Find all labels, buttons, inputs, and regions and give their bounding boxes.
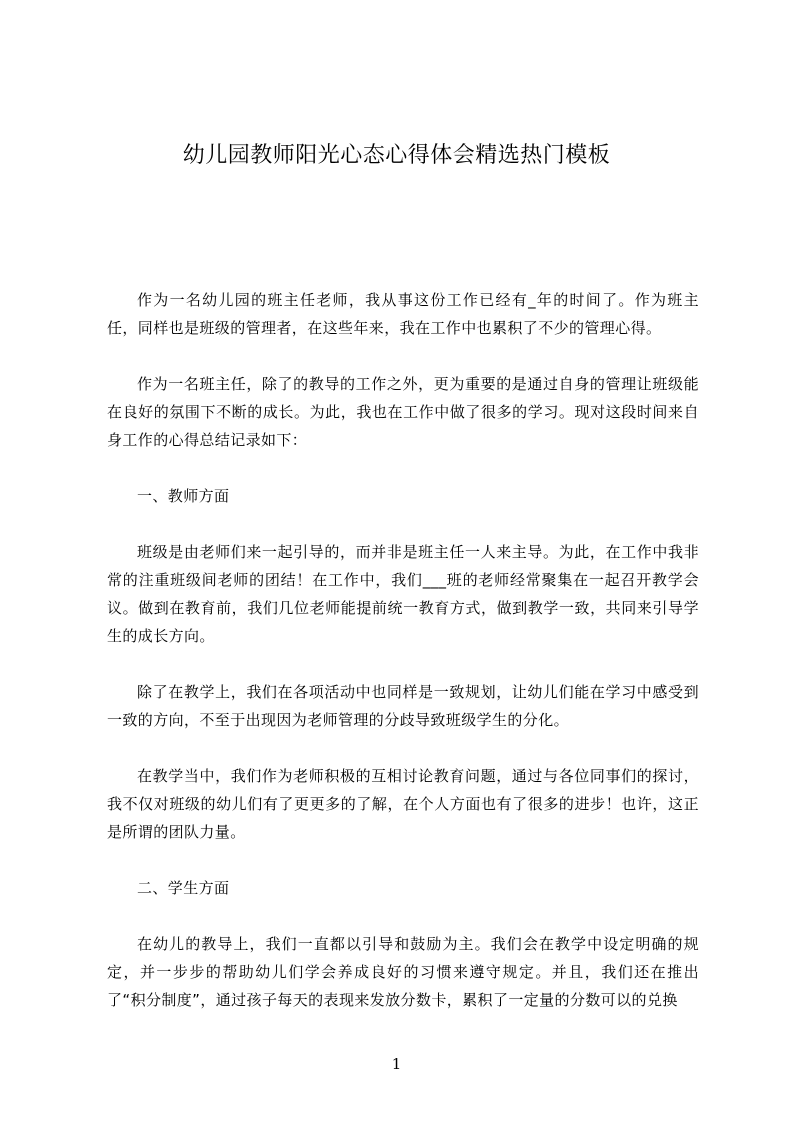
- page-number: 1: [391, 1055, 402, 1073]
- paragraph-gap: [107, 650, 699, 678]
- paragraph-gap: [107, 510, 699, 538]
- document-title: 幼儿园教师阳光心态心得体会精选热门模板: [182, 143, 611, 168]
- section-heading-students: 二、学生方面: [137, 879, 230, 897]
- paragraph-discussion: 在教学当中，我们作为老师积极的互相讨论教育问题，通过与各位同事们的探讨，我不仅对班级的幼儿们有了更更多的了解，在个人方面也有了很多的进步！也许，这正是所谓的团队力量。: [107, 767, 699, 841]
- paragraph-gap: [107, 902, 699, 930]
- paragraph-activities: 除了在教学上，我们在各项活动中也同样是一致规划，让幼儿们能在学习中感受到一致的方向，不至于出现因为老师管理的分歧导致班级学生的分化。: [107, 683, 699, 729]
- paragraph-intro: 作为一名幼儿园的班主任老师，我从事这份工作已经有_年的时间了。作为班主任，同样也是班级的管理者，在这些年来，我在工作中也累积了不少的管理心得。: [107, 291, 699, 337]
- paragraph-gap: [107, 846, 699, 874]
- paragraph-gap: [107, 734, 699, 762]
- paragraph-gap: [107, 454, 699, 482]
- document-body: [107, 286, 699, 1014]
- paragraph-teacher-unity: 班级是由老师们来一起引导的，而并非是班主任一人来主导。为此，在工作中我非常的注重班级间老师的团结！在工作中，我们___班的老师经常聚集在一起召开教学会议。做到在教育前，我们几位老师能提前统一教育方式，做到教学一致，共同来引导学生的成长方向。: [107, 543, 699, 645]
- paragraph-gap: [107, 342, 699, 370]
- section-heading-teachers: 一、教师方面: [137, 487, 230, 505]
- paragraph-summary: 作为一名班主任，除了的教导的工作之外，更为重要的是通过自身的管理让班级能在良好的氛围下不断的成长。为此，我也在工作中做了很多的学习。现对这段时间来自身工作的心得总结记录如下：: [107, 375, 699, 449]
- paragraph-student-guidance: 在幼儿的教导上，我们一直都以引导和鼓励为主。我们会在教学中设定明确的规定，并一步步的帮助幼儿们学会养成良好的习惯来遵守规定。并且，我们还在推出了“积分制度”，通过孩子每天的表现来发放分数卡，累积了一定量的分数可以的兑换: [107, 935, 699, 1009]
